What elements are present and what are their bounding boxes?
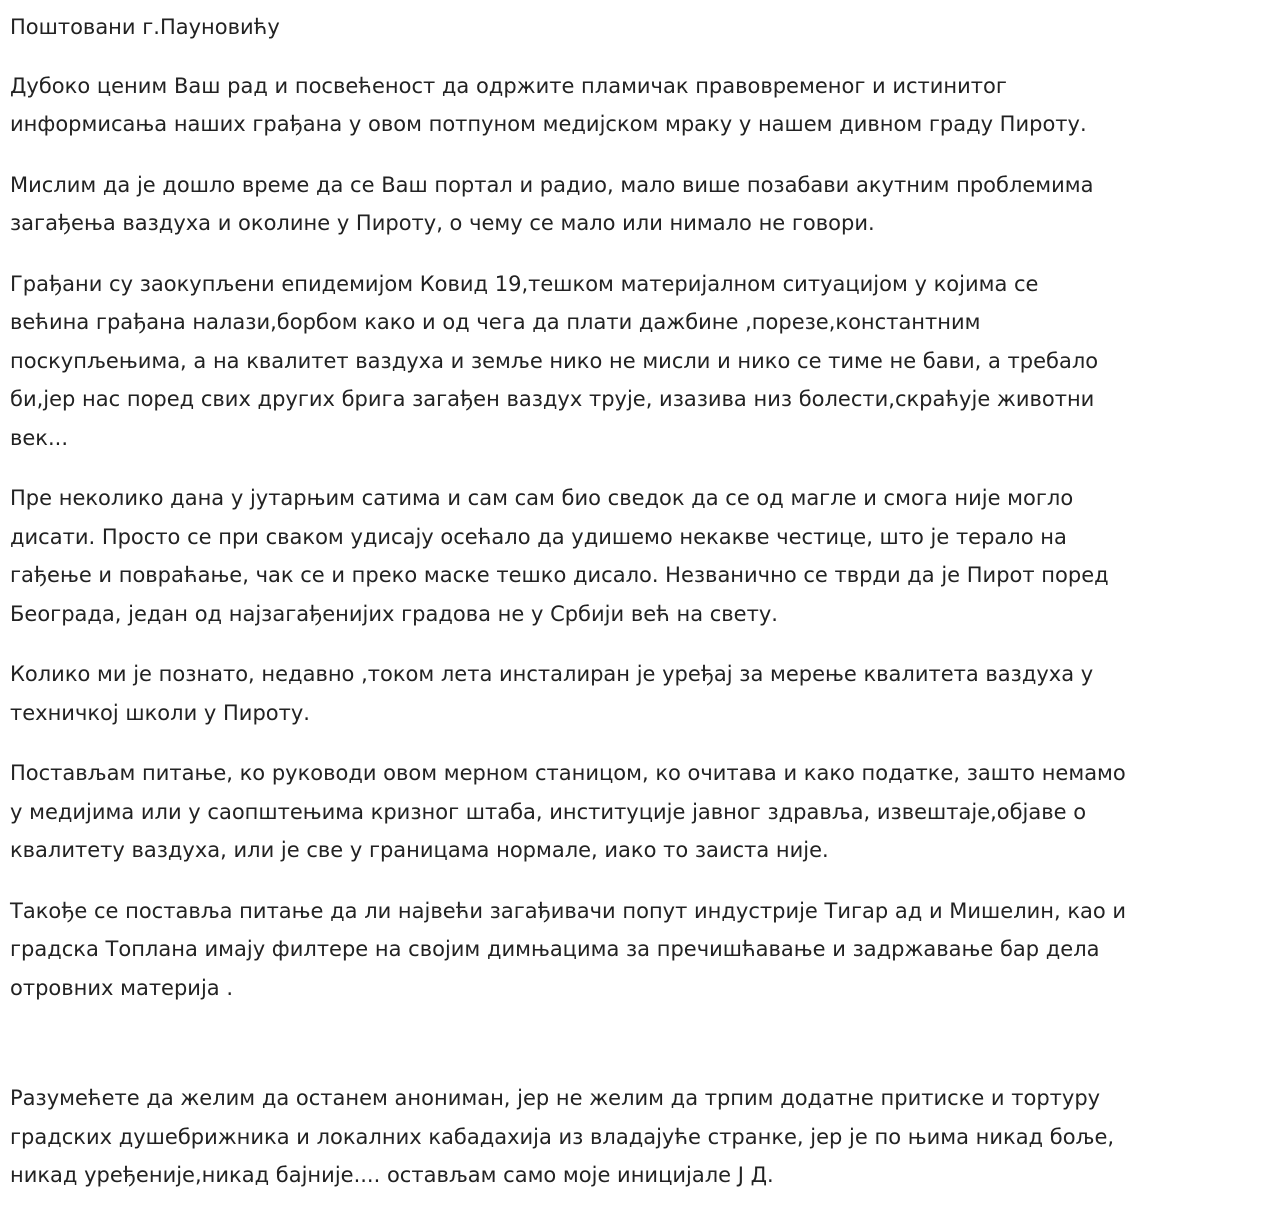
signature-line: никад уређеније,никад бајније.... остављам само моје иницијале Ј Д.: [10, 1163, 774, 1187]
text-line: би,јер нас поред свих других брига загађен ваздух трује, изазива низ болести,скраћује животни: [10, 387, 1095, 411]
text-line: техничкој школи у Пироту.: [10, 700, 310, 725]
text-line: Мислим да је дошло време да се Ваш портал и радио, мало више позабави акутним проблемима: [10, 172, 1094, 197]
text-line: квалитету ваздуха, или је све у границама нормале, иако то заиста није.: [10, 838, 829, 862]
paragraph-6: [10, 754, 1274, 870]
text-line: информисања наших грађана у овом потпуном медијском мраку у нашем дивном граду Пироту.: [10, 112, 1087, 136]
paragraph-2: [10, 166, 1274, 243]
text-line: Колико ми је познато, недавно ,током лета инсталиран је уређај за мерење квалитета ваздуха у: [10, 662, 1094, 686]
text-line: Поштовани г.Пауновићу: [10, 15, 280, 39]
paragraph-5: [10, 655, 1274, 732]
text-line: загађења ваздуха и околине у Пироту, о чему се мало или нимало не говори.: [10, 211, 875, 235]
text-line: градска Топлана имају филтере на својим димњацима за пречишћавање и задржавање бар дела: [10, 937, 1100, 961]
text-line: поскупљењима, а на квалитет ваздуха и земље нико не мисли и нико се тиме не бави, а требало: [10, 348, 1099, 373]
text-line: градских душебрижника и локалних кабадахија из владајуће странке, јер је по њима никад боље,: [10, 1124, 1115, 1149]
salutation: [10, 8, 1274, 47]
paragraph-3: [10, 265, 1274, 458]
text-line: гађење и повраћање, чак се и преко маске тешко дисало. Незванично се тврди да је Пирот поред: [10, 563, 1109, 587]
text-line: Пре неколико дана у јутарњим сатима и сам сам био сведок да се од магле и смога није могло: [10, 486, 1074, 510]
paragraph-1: [10, 67, 1274, 144]
text-line: Београда, један од најзагађенијих градова не у Србији већ на свету.: [10, 601, 778, 626]
text-line: Постављам питање, ко руководи овом мерном станицом, ко очитава и како податке, зашто немамо: [10, 761, 1126, 785]
paragraph-4: [10, 479, 1274, 633]
text-line: у медијима или у саопштењима кризног штаба, институције јавног здравља, извештаје,објаве о: [10, 799, 1087, 824]
text-line: век...: [10, 425, 69, 450]
text-line: Разумећете да желим да останем анониман, јер не желим да трпим додатне притиске и тортуру: [10, 1086, 1101, 1110]
paragraph-7: [10, 892, 1274, 1008]
text-line: Дубоко ценим Ваш рад и посвећеност да одржите пламичак правовременог и истинитог: [10, 73, 1007, 98]
text-line: дисати. Просто се при сваком удисају осећало да удишемо некакве честице, што је терало на: [10, 524, 1067, 549]
text-line: отровних материја .: [10, 975, 234, 1000]
text-line: Грађани су заокупљени епидемијом Ковид 19,тешком материјалном ситуацијом у којима се: [10, 271, 1039, 296]
text-line: Такође се поставља питање да ли највећи загађивачи попут индустрије Тигар ад и Мишелин, као и: [10, 898, 1127, 923]
closing-paragraph: [10, 1079, 1274, 1195]
text-line: већина грађана налази,борбом како и од чега да плати дажбине ,порезе,константним: [10, 310, 981, 334]
